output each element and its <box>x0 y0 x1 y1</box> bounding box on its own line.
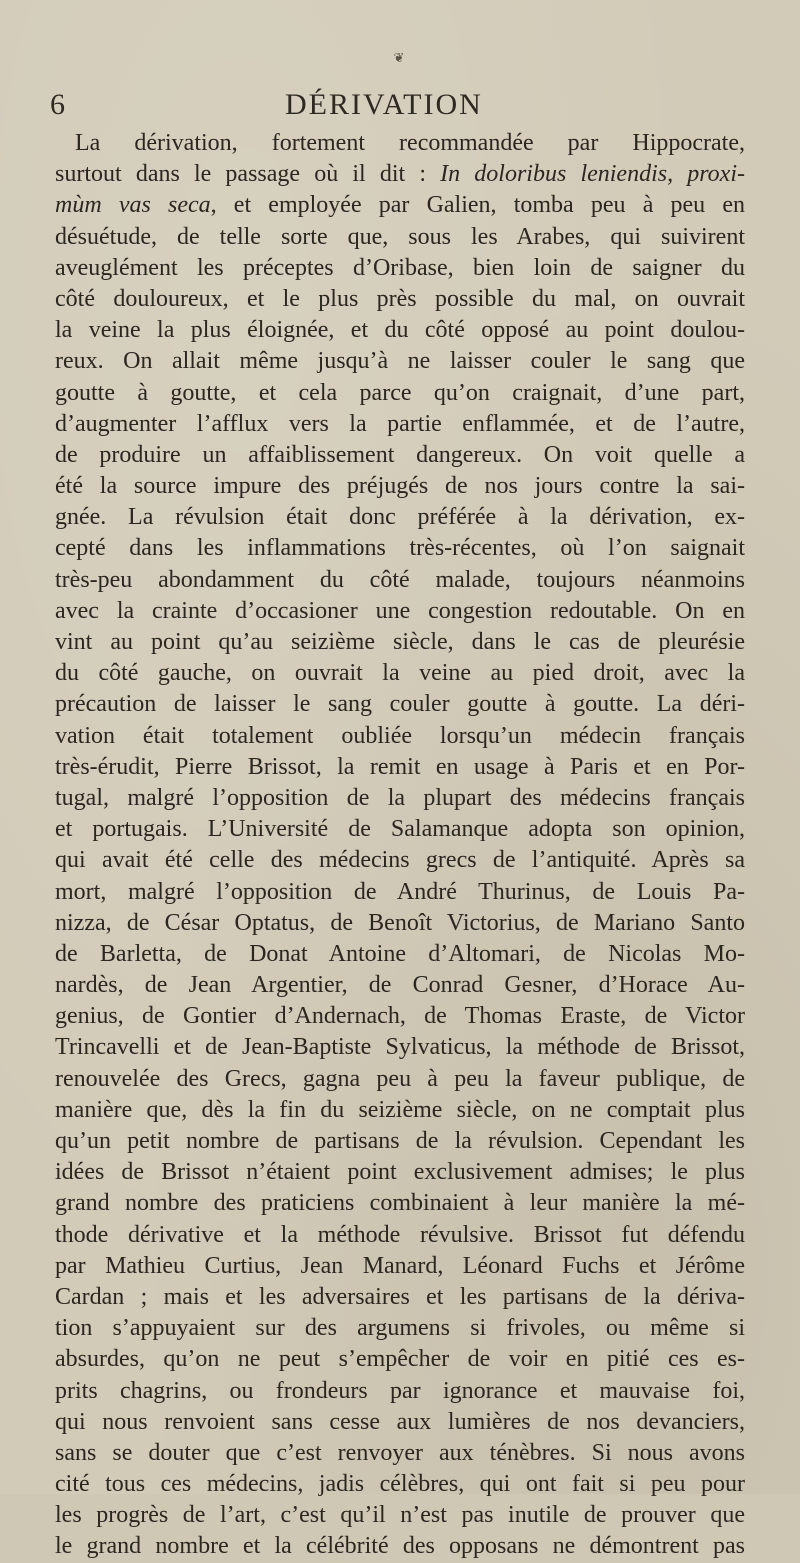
text-line: mort, malgré l’opposition de André Thurinus, de Louis Pa- <box>55 878 745 905</box>
latin-quotation: In doloribus leniendis, proxi- <box>440 161 745 188</box>
text-line: absurdes, qu’on ne peut s’empêcher de voir en pitié ces es- <box>55 1346 745 1373</box>
body-text <box>55 128 745 1563</box>
latin-quotation: mùm vas seca <box>55 192 211 219</box>
text-line: de produire un affaiblissement dangereux. On voit quelle a <box>55 441 745 468</box>
text-line: gnée. La révulsion était donc préférée à la dérivation, ex- <box>55 504 745 531</box>
text-line: prits chagrins, ou frondeurs par ignorance et mauvaise foi, <box>55 1377 745 1404</box>
page-header <box>50 82 750 126</box>
text-line: désuétude, de telle sorte que, sous les Arabes, qui suivirent <box>55 223 745 250</box>
text-line: qui avait été celle des médecins grecs de l’antiquité. Après sa <box>55 847 745 874</box>
text-line: Trincavelli et de Jean-Baptiste Sylvaticus, la méthode de Brissot, <box>55 1034 745 1061</box>
text-line: sans se douter que c’est renvoyer aux ténèbres. Si nous avons <box>55 1439 745 1466</box>
text-line: genius, de Gontier d’Andernach, de Thomas Eraste, de Victor <box>55 1003 745 1030</box>
page-number: 6 <box>50 88 65 121</box>
text-line: thode dérivative et la méthode révulsive. Brissot fut défendu <box>55 1221 745 1248</box>
printer-ornament: ❦ <box>393 51 405 66</box>
text-line: les progrès de l’art, c’est qu’il n’est pas inutile de prouver que <box>55 1502 745 1529</box>
text-line: cepté dans les inflammations très-récentes, où l’on saignait <box>55 535 745 562</box>
text-line: aveuglément les préceptes d’Oribase, bien loin de saigner du <box>55 254 745 281</box>
text-line: très-peu abondamment du côté malade, toujours néanmoins <box>55 566 745 593</box>
text-line: goutte à goutte, et cela parce qu’on craignait, d’une part, <box>55 379 745 406</box>
text-line: côté douloureux, et le plus près possible du mal, on ouvrait <box>55 285 745 312</box>
text-line: précaution de laisser le sang couler goutte à goutte. La déri- <box>55 691 745 718</box>
text-line: d’augmenter l’afflux vers la partie enflammée, et de l’autre, <box>55 410 745 437</box>
text-line: tugal, malgré l’opposition de la plupart des médecins français <box>55 784 745 811</box>
text-line: Cardan ; mais et les adversaires et les partisans de la dériva- <box>55 1283 745 1310</box>
text-line: avec la crainte d’occasioner une congestion redoutable. On en <box>55 597 745 624</box>
text-line: du côté gauche, on ouvrait la veine au pied droit, avec la <box>55 660 745 687</box>
text-line: vation était totalement oubliée lorsqu’un médecin français <box>55 722 745 749</box>
text-line: qu’un petit nombre de partisans de la révulsion. Cependant les <box>55 1128 745 1154</box>
text-line: été la source impure des préjugés de nos jours contre la sai- <box>55 473 745 500</box>
text-line: mùm vas seca, et employée par Galien, tomba peu à peu en <box>55 192 745 219</box>
text-line: cité tous ces médecins, jadis célèbres, qui ont fait si peu pour <box>55 1471 745 1498</box>
text-line: de Barletta, de Donat Antoine d’Altomari, de Nicolas Mo- <box>55 940 745 967</box>
text-line: La dérivation, fortement recommandée par Hippocrate, <box>75 130 745 156</box>
text-line: grand nombre des praticiens combinaient à leur manière la mé- <box>55 1190 745 1217</box>
text-line: nizza, de César Optatus, de Benoît Victorius, de Mariano Santo <box>55 909 745 936</box>
text-line: par Mathieu Curtius, Jean Manard, Léonard Fuchs et Jérôme <box>55 1252 745 1279</box>
text-line: idées de Brissot n’étaient point exclusivement admises; le plus <box>55 1159 745 1186</box>
text-line: reux. On allait même jusqu’à ne laisser couler le sang que <box>55 348 745 375</box>
text-line: et portugais. L’Université de Salamanque adopta son opinion, <box>55 816 745 843</box>
text-line: surtout dans le passage où il dit : In doloribus leniendis, proxi- <box>55 161 745 188</box>
text-line: manière que, dès la fin du seizième siècle, on ne comptait plus <box>55 1096 745 1123</box>
running-head: DÉRIVATION <box>285 88 483 121</box>
text-line: le grand nombre et la célébrité des opposans ne démontrent pas <box>55 1533 745 1560</box>
text-line: très-érudit, Pierre Brissot, la remit en usage à Paris et en Por- <box>55 753 745 780</box>
text-line: qui nous renvoient sans cesse aux lumières de nos devanciers, <box>55 1408 745 1435</box>
text-line: tion s’appuyaient sur des argumens si frivoles, ou même si <box>55 1315 745 1342</box>
text-line: renouvelée des Grecs, gagna peu à peu la faveur publique, de <box>55 1065 745 1092</box>
text-line: la veine la plus éloignée, et du côté opposé au point doulou- <box>55 317 745 344</box>
text-line: nardès, de Jean Argentier, de Conrad Gesner, d’Horace Au- <box>55 972 745 999</box>
text-line: vint au point qu’au seizième siècle, dans le cas de pleurésie <box>55 629 745 655</box>
